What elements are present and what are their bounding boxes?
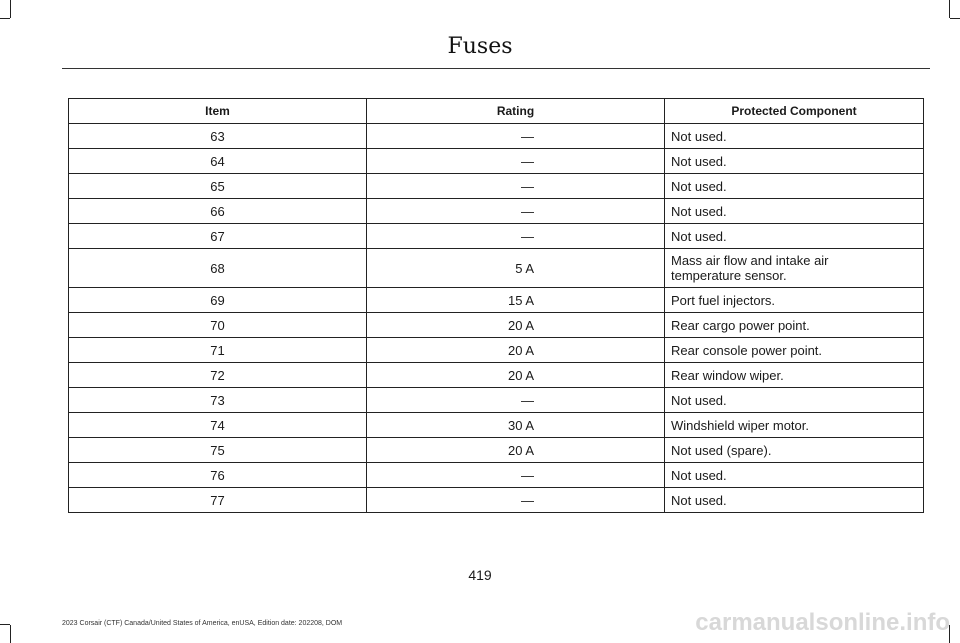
cell-item: 74 <box>69 413 367 438</box>
cell-rating: 20 A <box>367 438 665 463</box>
cell-rating: 20 A <box>367 313 665 338</box>
cell-component: Windshield wiper motor. <box>665 413 924 438</box>
cell-rating: — <box>367 388 665 413</box>
table-row <box>69 388 924 413</box>
page-number: 419 <box>468 567 492 583</box>
crop-mark <box>10 625 11 643</box>
crop-mark <box>949 0 950 18</box>
cell-component: Not used. <box>665 199 924 224</box>
cell-rating: 5 A <box>367 249 665 288</box>
cell-component: Not used. <box>665 124 924 149</box>
cell-component: Not used (spare). <box>665 438 924 463</box>
cell-rating: 30 A <box>367 413 665 438</box>
cell-rating: — <box>367 199 665 224</box>
cell-item: 76 <box>69 463 367 488</box>
edition-footer: 2023 Corsair (CTF) Canada/United States of America, enUSA, Edition date: 202208, DOM <box>62 620 343 627</box>
cell-component: Not used. <box>665 488 924 513</box>
page-title: Fuses <box>447 34 513 59</box>
cell-item: 68 <box>69 249 367 288</box>
fuse-table <box>68 98 924 513</box>
cell-component: Port fuel injectors. <box>665 288 924 313</box>
title-divider <box>62 68 930 69</box>
cell-item: 64 <box>69 149 367 174</box>
cell-rating: — <box>367 149 665 174</box>
cell-item: 66 <box>69 199 367 224</box>
table-row <box>69 249 924 288</box>
cell-item: 75 <box>69 438 367 463</box>
column-header-item: Item <box>69 99 367 124</box>
table-row <box>69 149 924 174</box>
table-row <box>69 288 924 313</box>
cell-component: Rear window wiper. <box>665 363 924 388</box>
cell-component: Not used. <box>665 174 924 199</box>
cell-component: Not used. <box>665 463 924 488</box>
table-row <box>69 363 924 388</box>
crop-mark <box>0 624 10 625</box>
cell-item: 65 <box>69 174 367 199</box>
cell-component: Rear cargo power point. <box>665 313 924 338</box>
cell-rating: — <box>367 463 665 488</box>
table-header-row <box>69 99 924 124</box>
crop-mark <box>10 0 11 18</box>
cell-rating: 20 A <box>367 338 665 363</box>
crop-mark <box>0 18 10 19</box>
table-row <box>69 413 924 438</box>
table-row <box>69 124 924 149</box>
cell-rating: — <box>367 488 665 513</box>
cell-rating: 15 A <box>367 288 665 313</box>
table-row <box>69 224 924 249</box>
table-row <box>69 313 924 338</box>
cell-item: 69 <box>69 288 367 313</box>
table-row <box>69 463 924 488</box>
cell-rating: 20 A <box>367 363 665 388</box>
cell-item: 67 <box>69 224 367 249</box>
column-header-rating: Rating <box>367 99 665 124</box>
table-row <box>69 438 924 463</box>
cell-component: Not used. <box>665 224 924 249</box>
cell-component: Mass air flow and intake air temperature sensor. <box>665 249 924 288</box>
cell-rating: — <box>367 174 665 199</box>
cell-component: Not used. <box>665 388 924 413</box>
table-row <box>69 174 924 199</box>
cell-rating: — <box>367 224 665 249</box>
cell-component: Not used. <box>665 149 924 174</box>
cell-item: 71 <box>69 338 367 363</box>
cell-component: Rear console power point. <box>665 338 924 363</box>
cell-item: 73 <box>69 388 367 413</box>
table-row <box>69 488 924 513</box>
cell-rating: — <box>367 124 665 149</box>
table-row <box>69 199 924 224</box>
table-row <box>69 338 924 363</box>
cell-item: 77 <box>69 488 367 513</box>
column-header-component: Protected Component <box>665 99 924 124</box>
crop-mark <box>950 18 960 19</box>
watermark-logo: carmanualsonline.info <box>695 609 950 636</box>
cell-item: 72 <box>69 363 367 388</box>
cell-item: 70 <box>69 313 367 338</box>
cell-item: 63 <box>69 124 367 149</box>
